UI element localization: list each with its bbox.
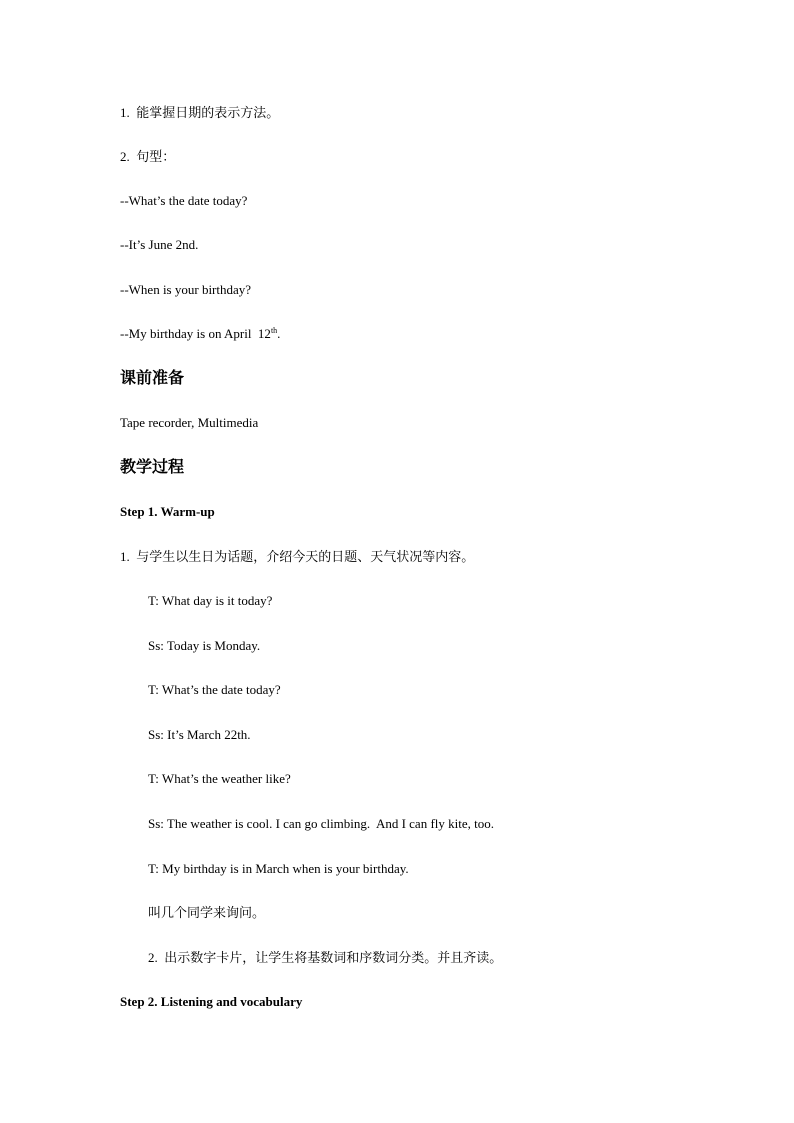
pattern-end-punctuation: . [277, 326, 281, 341]
step2-heading: Step 2. Listening and vocabulary [120, 994, 303, 1009]
objective-item-2: 2. 句型： [120, 149, 176, 164]
dialogue-line: T: What’s the date today? [148, 682, 281, 697]
process-heading: 教学过程 [120, 459, 185, 476]
dialogue-line: Ss: Today is Monday. [148, 638, 261, 653]
ordinal-superscript: th [270, 326, 278, 335]
sentence-pattern: --It’s June 2nd. [120, 237, 199, 252]
step1-heading: Step 1. Warm-up [120, 504, 215, 519]
step1-item-2: 2. 出示数字卡片，让学生将基数词和序数词分类。并且齐读。 [148, 950, 503, 965]
pattern-main-text: --My birthday is on April 12 [120, 326, 271, 341]
step1-note: 叫几个同学来询问。 [148, 905, 266, 920]
objective-item-1: 1. 能掌握日期的表示方法。 [120, 105, 280, 120]
dialogue-line: T: What day is it today? [148, 593, 273, 608]
sentence-pattern: --What’s the date today? [120, 193, 248, 208]
dialogue-line: Ss: It’s March 22th. [148, 727, 251, 742]
preparation-text: Tape recorder, Multimedia [120, 415, 259, 430]
sentence-pattern-birthday [120, 325, 280, 343]
dialogue-line: Ss: The weather is cool. I can go climbing. And I can fly kite, too. [148, 816, 494, 831]
dialogue-line: T: My birthday is in March when is your birthday. [148, 861, 409, 876]
sentence-pattern: --When is your birthday? [120, 282, 252, 297]
preparation-heading: 课前准备 [120, 370, 185, 387]
dialogue-line: T: What’s the weather like? [148, 771, 291, 786]
step1-item-1: 1. 与学生以生日为话题，介绍今天的日题、天气状况等内容。 [120, 549, 475, 564]
